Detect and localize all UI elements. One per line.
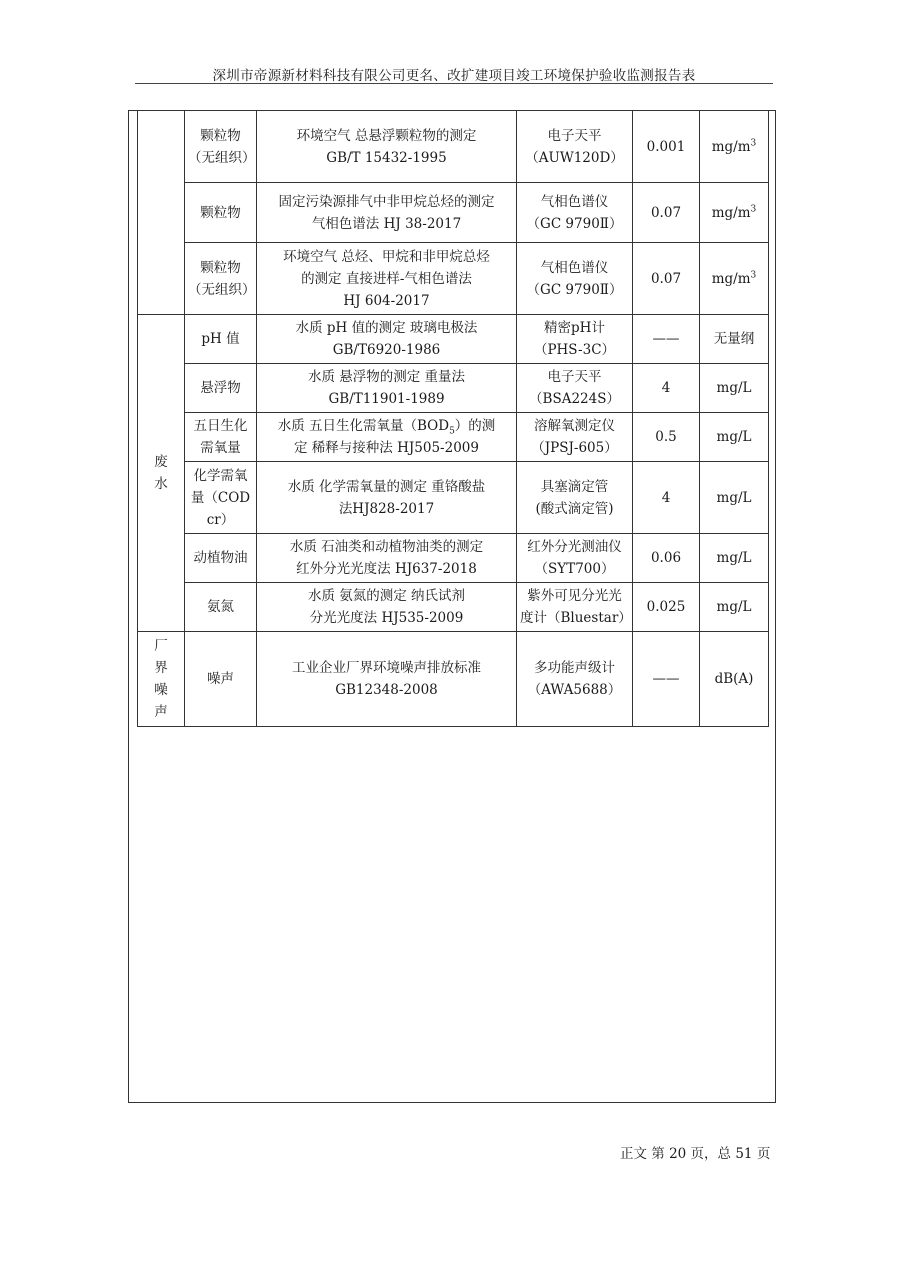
instrument-cell: 气相色谱仪 （GC 9790Ⅱ） <box>517 243 633 315</box>
table-row <box>138 462 769 534</box>
instrument-cell: 气相色谱仪 （GC 9790Ⅱ） <box>517 183 633 243</box>
instrument-cell: 红外分光测油仪 （SYT700） <box>517 534 633 583</box>
detection-limit-cell: 0.025 <box>633 583 700 632</box>
unit-cell: $mg/m^3$ <box>700 111 769 183</box>
standard-cell: 水质 pH 值的测定 玻璃电极法 GB/T6920-1986 <box>257 315 517 364</box>
standard-cell: 固定污染源排气中非甲烷总烃的测定 气相色谱法 HJ 38-2017 <box>257 183 517 243</box>
detection-limit-cell: 0.06 <box>633 534 700 583</box>
detection-limit-cell: 0.07 <box>633 243 700 315</box>
page-header-title: 深圳市帝源新材料科技有限公司更名、改扩建项目竣工环境保护验收监测报告表 <box>212 68 696 84</box>
unit-cell: mg/L <box>700 413 769 462</box>
page-footer: 正文 第 20 页，总 51 页 <box>620 1146 771 1162</box>
item-cell: 五日生化需氧量 <box>185 413 257 462</box>
category-cell-wastewater: 废水 <box>138 315 185 632</box>
instrument-cell: 多功能声级计 （AWA5688） <box>517 632 633 727</box>
standard-cell: 环境空气 总烃、甲烷和非甲烷总烃 的测定 直接进样-气相色谱法 HJ 604-2017 <box>257 243 517 315</box>
item-cell: 颗粒物 <box>185 183 257 243</box>
item-cell: 颗粒物（无组织） <box>185 243 257 315</box>
unit-cell: $mg/m^3$ <box>700 183 769 243</box>
table-row <box>138 183 769 243</box>
item-cell: 氨氮 <box>185 583 257 632</box>
instrument-cell: 精密pH计 （PHS-3C） <box>517 315 633 364</box>
standard-cell: 水质 氨氮的测定 纳氏试剂 分光光度法 HJ535-2009 <box>257 583 517 632</box>
unit-cell: dB(A) <box>700 632 769 727</box>
detection-limit-cell: —— <box>633 315 700 364</box>
unit-cell: mg/L <box>700 462 769 534</box>
instrument-cell: 电子天平 （BSA224S） <box>517 364 633 413</box>
table-row <box>138 413 769 462</box>
detection-limit-cell: 0.07 <box>633 183 700 243</box>
instrument-cell: 具塞滴定管 (酸式滴定管) <box>517 462 633 534</box>
detection-limit-cell: 4 <box>633 462 700 534</box>
unit-cell: mg/L <box>700 583 769 632</box>
table-row <box>138 111 769 183</box>
item-cell: 噪声 <box>185 632 257 727</box>
detection-limit-cell: 4 <box>633 364 700 413</box>
table-row <box>138 583 769 632</box>
unit-cell: $mg/m^3$ <box>700 243 769 315</box>
unit-cell: 无量纲 <box>700 315 769 364</box>
item-cell: 化学需氧量（CODcr） <box>185 462 257 534</box>
item-cell: 动植物油 <box>185 534 257 583</box>
item-cell: pH 值 <box>185 315 257 364</box>
unit-cell: mg/L <box>700 534 769 583</box>
standard-cell: 水质 化学需氧量的测定 重铬酸盐 法HJ828-2017 <box>257 462 517 534</box>
category-cell-noise: 厂界噪声 <box>138 632 185 727</box>
header-rule <box>135 83 773 84</box>
standard-cell: 水质 五日生化需氧量$(BOD_5)$的测 定 稀释与接种法 HJ505-2009 <box>257 413 517 462</box>
table-row <box>138 315 769 364</box>
table-row <box>138 243 769 315</box>
standard-cell: 水质 悬浮物的测定 重量法 GB/T11901-1989 <box>257 364 517 413</box>
unit-cell: mg/L <box>700 364 769 413</box>
instrument-cell: 紫外可见分光光 度计（Bluestar） <box>517 583 633 632</box>
instrument-cell: 电子天平 （AUW120D） <box>517 111 633 183</box>
table-row <box>138 534 769 583</box>
detection-limit-cell: —— <box>633 632 700 727</box>
standard-cell: 水质 石油类和动植物油类的测定 红外分光光度法 HJ637-2018 <box>257 534 517 583</box>
table-row <box>138 364 769 413</box>
detection-limit-cell: 0.5 <box>633 413 700 462</box>
table-row <box>138 632 769 727</box>
item-cell: 悬浮物 <box>185 364 257 413</box>
monitoring-methods-table <box>137 110 769 727</box>
instrument-cell: 溶解氧测定仪 （JPSJ-605） <box>517 413 633 462</box>
category-cell-exhaust <box>138 111 185 315</box>
standard-cell: 环境空气 总悬浮颗粒物的测定 GB/T 15432-1995 <box>257 111 517 183</box>
item-cell: 颗粒物（无组织） <box>185 111 257 183</box>
detection-limit-cell: 0.001 <box>633 111 700 183</box>
standard-cell: 工业企业厂界环境噪声排放标准 GB12348-2008 <box>257 632 517 727</box>
